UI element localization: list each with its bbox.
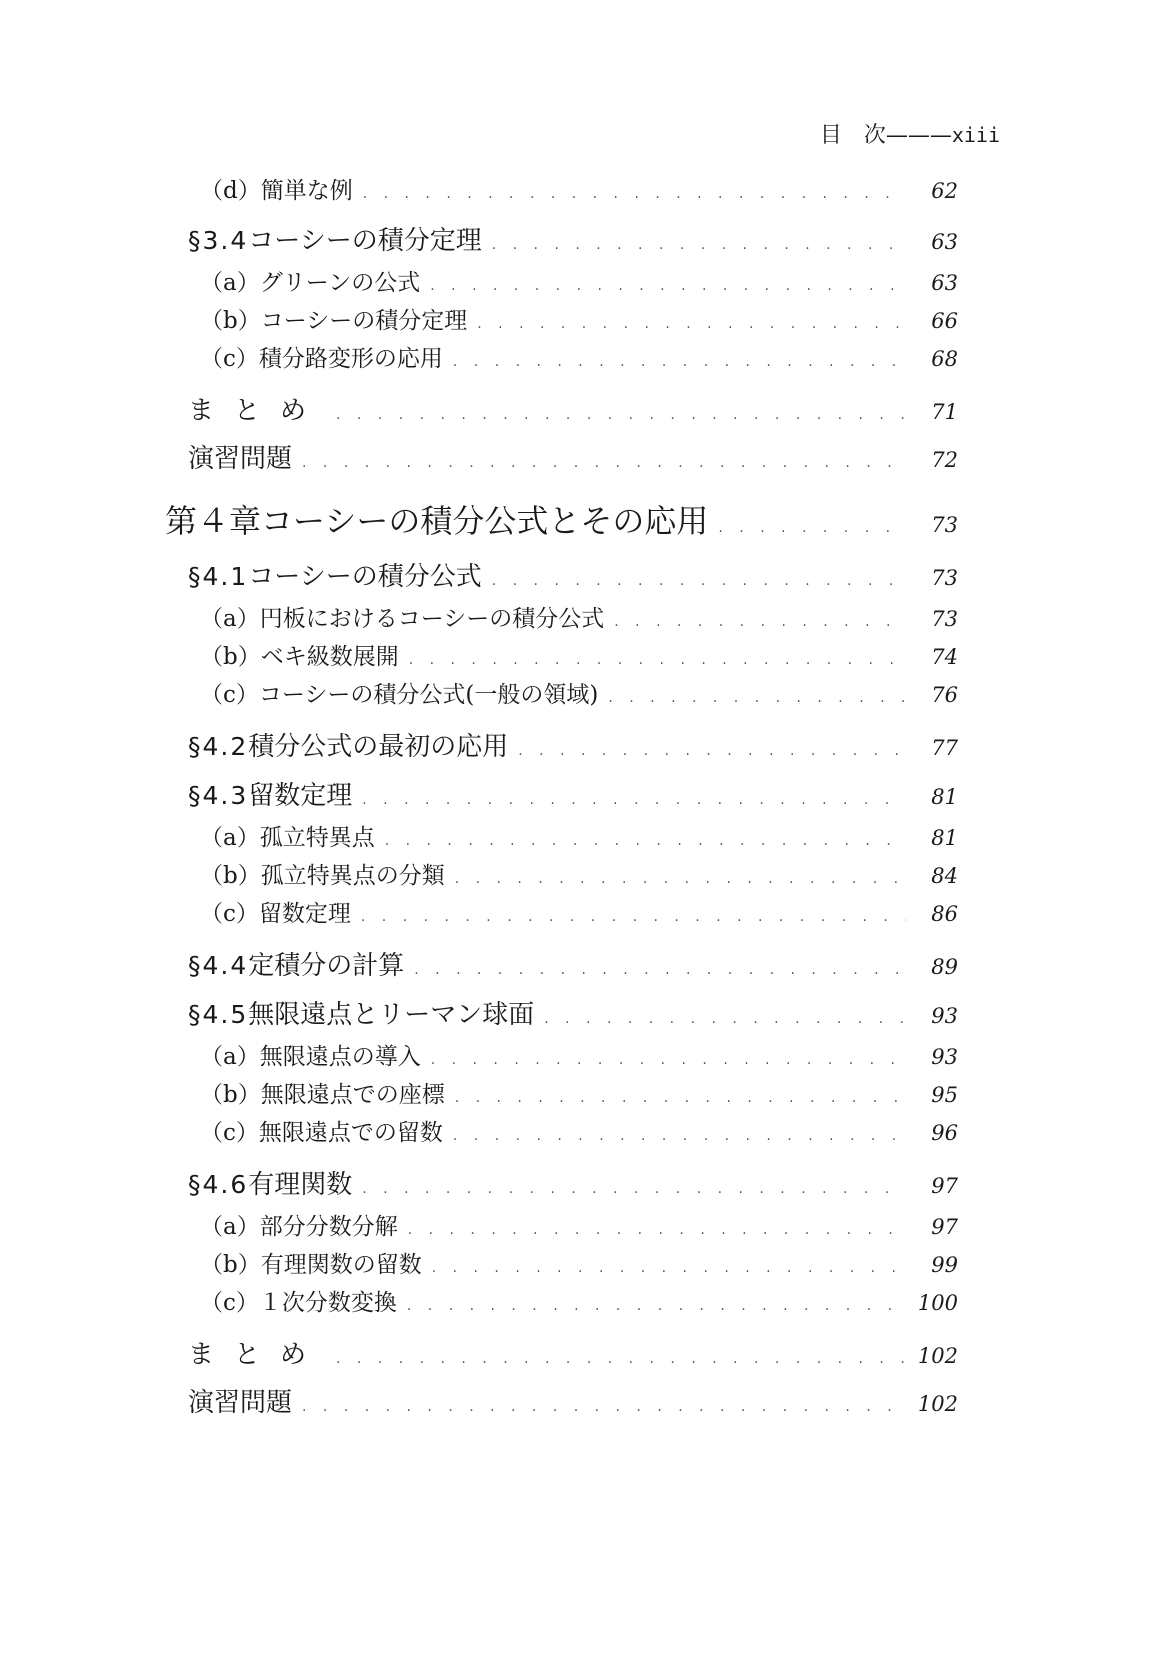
dot-leader	[414, 962, 906, 978]
toc-entry[interactable]	[200, 638, 958, 671]
toc-entry[interactable]	[200, 1114, 958, 1147]
toc-entry-title: 定積分の計算	[248, 951, 405, 981]
toc-entry[interactable]	[188, 220, 958, 257]
toc-entry-title: 無限遠点とリーマン球面	[248, 1000, 535, 1030]
toc-entry-page: 62	[931, 179, 958, 203]
toc-entry-label: （b）	[200, 644, 261, 670]
toc-entry-page: 81	[931, 785, 958, 809]
dot-leader	[408, 1222, 906, 1238]
toc-entry-title: 無限遠点での座標	[260, 1082, 445, 1108]
toc-entry-title: 有理関数の留数	[260, 1252, 422, 1278]
toc-entry-title: 孤立特異点の分類	[260, 863, 445, 889]
dot-leader	[407, 1298, 906, 1314]
toc-entry-page: 99	[931, 1253, 958, 1277]
toc-entry-label: （b）	[200, 1252, 261, 1278]
dot-leader	[302, 1399, 906, 1415]
toc-entry-label: （b）	[200, 1082, 261, 1108]
toc-entry-page: 93	[931, 1004, 958, 1028]
toc-entry-page: 97	[931, 1174, 958, 1198]
toc-entry-label: （c）	[200, 346, 259, 372]
toc-entry[interactable]	[200, 1246, 958, 1279]
toc-entry-page: 66	[931, 309, 958, 333]
dot-leader	[430, 278, 906, 294]
toc-entry-page: 72	[931, 448, 958, 472]
toc-entry[interactable]	[188, 438, 958, 475]
toc-entry-title: 無限遠点での留数	[258, 1120, 443, 1146]
toc-entry-page: 63	[931, 271, 958, 295]
toc-entry-page: 84	[931, 864, 958, 888]
toc-entry-title: コーシーの積分定理	[260, 308, 468, 334]
toc-entry[interactable]	[200, 1284, 958, 1317]
toc-entry[interactable]	[200, 1038, 958, 1071]
toc-entry-title: コーシーの積分公式(一般の領域)	[258, 682, 599, 708]
toc-entry-label: （c）	[200, 682, 259, 708]
toc-entry[interactable]	[200, 302, 958, 335]
toc-entry[interactable]	[200, 1208, 958, 1241]
toc-entry-page: 76	[931, 683, 958, 707]
toc-entry[interactable]	[200, 172, 958, 205]
toc-entry-label: （c）	[200, 1290, 259, 1316]
toc-chapter-entry[interactable]	[165, 496, 958, 542]
toc-entry-page: 71	[931, 400, 958, 424]
toc-entry-page: 97	[931, 1215, 958, 1239]
dot-leader	[409, 652, 906, 668]
toc-entry[interactable]	[200, 340, 958, 373]
toc-entry[interactable]	[188, 556, 958, 593]
dot-leader	[431, 1052, 906, 1068]
dot-leader	[385, 833, 906, 849]
toc-entry-title: 簡単な例	[260, 178, 353, 204]
toc-entry-label: （b）	[200, 308, 261, 334]
running-head-page-number: xiii	[951, 123, 1000, 147]
toc-entry-page: 102	[917, 1392, 958, 1416]
toc-entry-page: 81	[931, 826, 958, 850]
toc-entry-title: 有理関数	[248, 1170, 353, 1200]
toc-entry-label: （c）	[200, 901, 259, 927]
running-head-label: 目 次	[819, 123, 886, 148]
dot-leader	[336, 407, 906, 423]
toc-entry-label: （a）	[200, 270, 260, 296]
toc-entry[interactable]	[200, 1076, 958, 1109]
toc-entry-title: 円板におけるコーシーの積分公式	[259, 606, 605, 632]
toc-entry-label: （a）	[200, 825, 260, 851]
toc-entry-page: 95	[931, 1083, 958, 1107]
dot-leader	[362, 792, 906, 808]
dot-leader	[614, 614, 906, 630]
toc-entry-label: §4.6	[188, 1170, 249, 1199]
toc-entry[interactable]	[200, 895, 958, 928]
toc-entry[interactable]	[188, 1334, 958, 1371]
dot-leader	[362, 1181, 906, 1197]
toc-entry-title: ベキ級数展開	[260, 644, 399, 670]
toc-entry-label: §4.5	[188, 1000, 249, 1029]
toc-entry-label: （a）	[200, 1214, 260, 1240]
toc-entry-label: 第４章	[165, 502, 262, 540]
dot-leader	[455, 1090, 906, 1106]
toc-entry-label: （b）	[200, 863, 261, 889]
toc-entry-title: 演習問題	[188, 444, 293, 474]
dot-leader	[544, 1011, 906, 1027]
toc-entry-label: （d）	[200, 178, 261, 204]
toc-entry[interactable]	[188, 390, 958, 427]
toc-entry-title: コーシーの積分公式とその応用	[261, 502, 709, 540]
running-head	[0, 118, 1000, 149]
toc-entry-title: グリーンの公式	[259, 270, 421, 296]
toc-entry-label: （a）	[200, 606, 260, 632]
toc-entry-page: 86	[931, 902, 958, 926]
toc-entry[interactable]	[200, 819, 958, 852]
toc-entry-page: 74	[931, 645, 958, 669]
toc-entry-title: 留数定理	[258, 901, 351, 927]
toc-entry-title: 積分公式の最初の応用	[248, 732, 509, 762]
dot-leader	[453, 1128, 906, 1144]
toc-entry-title: 積分路変形の応用	[258, 346, 443, 372]
toc-entry-label: §4.1	[188, 562, 249, 591]
toc-entry[interactable]	[188, 726, 958, 763]
toc-entry-page: 100	[917, 1291, 958, 1315]
dot-leader	[336, 1351, 906, 1367]
toc-entry[interactable]	[200, 264, 958, 297]
dot-leader	[453, 354, 906, 370]
dot-leader	[477, 316, 906, 332]
toc-entry[interactable]	[200, 676, 958, 709]
toc-entry-label: （a）	[200, 1044, 260, 1070]
dot-leader	[608, 690, 906, 706]
dot-leader	[361, 909, 906, 925]
toc-entry[interactable]	[188, 994, 958, 1031]
toc-entry-label: §4.4	[188, 951, 249, 980]
toc-entry-page: 73	[931, 513, 958, 537]
toc-entry-page: 93	[931, 1045, 958, 1069]
toc-entry-page: 63	[931, 230, 958, 254]
toc-entry[interactable]	[200, 600, 958, 633]
toc-entry-page: 73	[931, 607, 958, 631]
toc-entry-title: 無限遠点の導入	[259, 1044, 421, 1070]
toc-entry[interactable]	[188, 945, 958, 982]
toc-entry-title: まとめ	[188, 1340, 327, 1370]
dot-leader	[432, 1260, 906, 1276]
toc-entry-page: 68	[931, 347, 958, 371]
toc-entry-page: 96	[931, 1121, 958, 1145]
toc-entry[interactable]	[188, 1382, 958, 1419]
toc-entry-title: １次分数変換	[258, 1290, 397, 1316]
dot-leader	[492, 237, 906, 253]
dot-leader	[718, 520, 906, 536]
dot-leader	[455, 871, 906, 887]
toc-entry-title: 留数定理	[248, 781, 353, 811]
toc-entry-page: 73	[931, 566, 958, 590]
toc-entry[interactable]	[188, 775, 958, 812]
toc-entry-title: コーシーの積分公式	[248, 562, 482, 592]
toc-entry-title: 演習問題	[188, 1388, 293, 1418]
toc-entry-label: §4.3	[188, 781, 249, 810]
running-head-rule: ———	[885, 123, 952, 148]
toc-entry-title: 孤立特異点	[259, 825, 375, 851]
toc-entry-label: §4.2	[188, 732, 249, 761]
dot-leader	[492, 573, 906, 589]
toc-entry-page: 102	[917, 1344, 958, 1368]
toc-entry-title: 部分分数分解	[259, 1214, 398, 1240]
toc-entry-label: （c）	[200, 1120, 259, 1146]
dot-leader	[363, 186, 906, 202]
toc-entry-label: §3.4	[188, 226, 249, 255]
dot-leader	[302, 455, 906, 471]
toc-entry-title: まとめ	[188, 396, 327, 426]
toc-entry[interactable]	[188, 1164, 958, 1201]
toc-entry-title: コーシーの積分定理	[248, 226, 482, 256]
dot-leader	[518, 743, 906, 759]
toc-entry-page: 77	[931, 736, 958, 760]
toc-entry-page: 89	[931, 955, 958, 979]
toc-entry[interactable]	[200, 857, 958, 890]
